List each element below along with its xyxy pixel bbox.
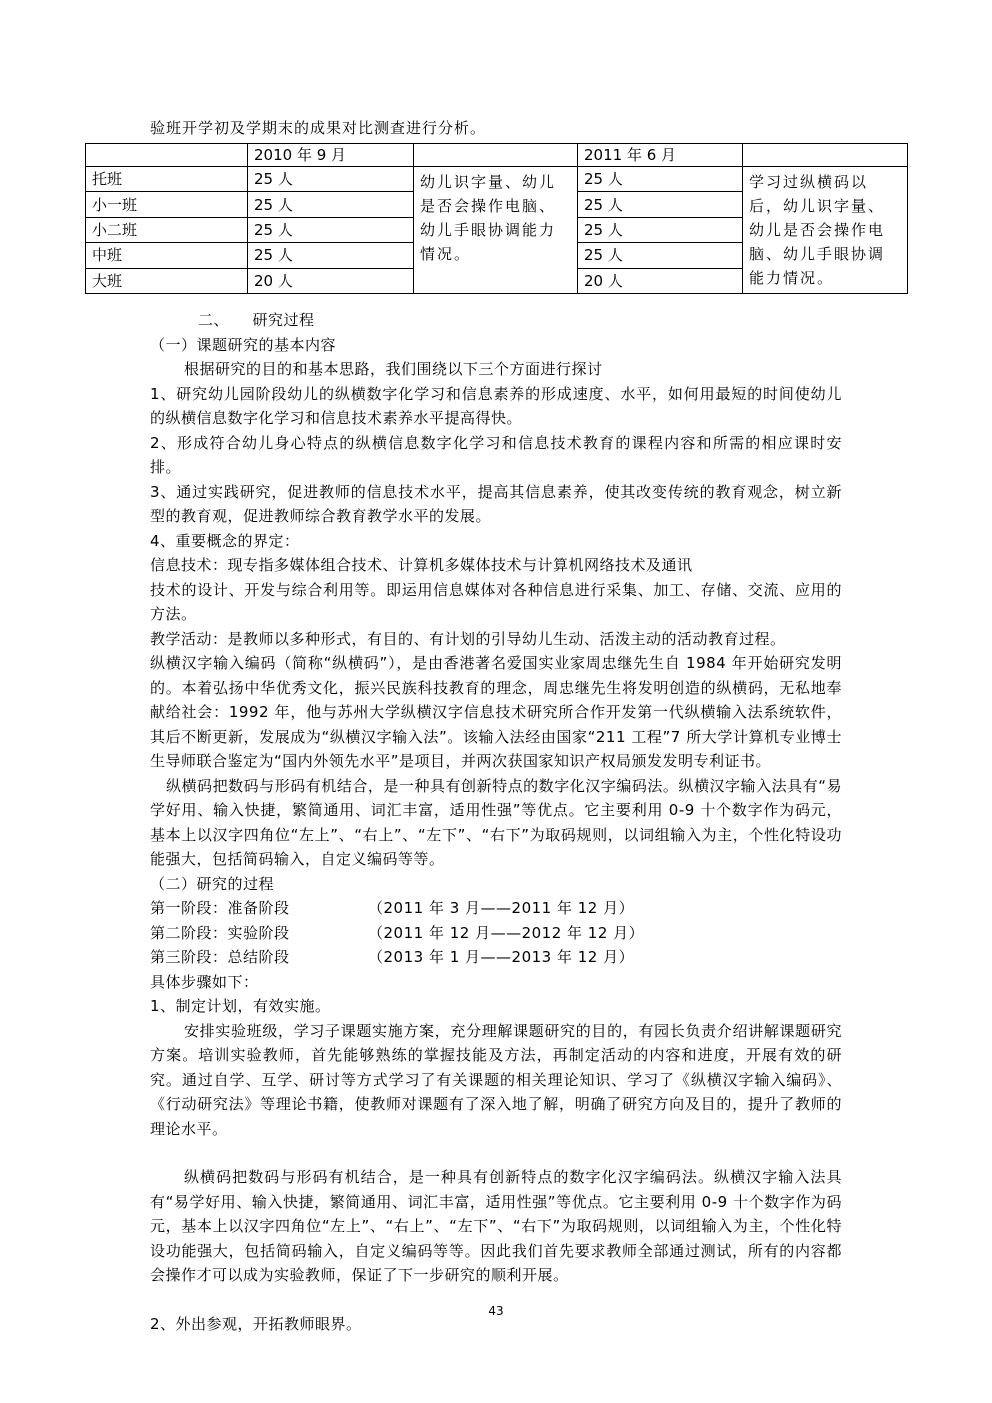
paragraph: 根据研究的目的和基本思路，我们围绕以下三个方面进行探讨 (184, 360, 603, 378)
stage-row (150, 945, 842, 970)
count-cell: 25 人 (248, 167, 414, 192)
count-cell: 25 人 (578, 243, 743, 268)
stage-name: 第三阶段：总结阶段 (150, 948, 290, 966)
description-cell: 幼儿识字量、幼儿是否会操作电脑、幼儿手眼协调能力情况。 (414, 167, 578, 294)
stage-name: 第一阶段：准备阶段 (150, 899, 290, 917)
stage-date: （2013 年 1 月——2013 年 12 月） (368, 948, 635, 966)
table-header-cell: 2010 年 9 月 (248, 144, 414, 167)
table-header-row (86, 144, 908, 167)
paragraph: 信息技术：现专指多媒体组合技术、计算机多媒体技术与计算机网络技术及通讯 (150, 556, 693, 574)
subsection-heading: （二）研究的过程 (150, 874, 275, 893)
stage-name: 第二阶段：实验阶段 (150, 923, 290, 942)
page-number: 43 (488, 1304, 504, 1318)
stage-row (150, 921, 842, 946)
step-heading: 2、外出参观，开拓教师眼界。 (150, 1314, 362, 1333)
step-heading: 1、制定计划，有效实施。 (150, 997, 331, 1015)
count-cell: 20 人 (248, 268, 414, 293)
count-cell: 25 人 (578, 192, 743, 217)
table-header-cell (86, 144, 248, 167)
body-text (150, 308, 842, 1336)
paragraph: 技术的设计、开发与综合利用等。即运用信息媒体对各种信息进行采集、加工、存储、交流、应用的方法。 (150, 580, 842, 623)
class-cell: 托班 (86, 167, 248, 192)
count-cell: 25 人 (248, 192, 414, 217)
count-cell: 20 人 (578, 268, 743, 293)
table-header-cell (414, 144, 578, 167)
paragraph: 纵横汉字输入编码（简称“纵横码”），是由香港著名爱国实业家周忠继先生自 1984 年开始研究发明的。本着弘扬中华优秀文化，振兴民族科技教育的理念，周忠继先生将发明创造的纵横码，无私地奉献给社会：1992 年，他与苏州大学纵横汉字信息技术研究所合作开发第一代纵横输入法系统软件，其后不断更新，发展成为“纵横汉字输入法”。该输入法经由国家“211 工程”7 所大学计算机专业博士生导师联合鉴定为“国内外领先水平”是项目，并两次获国家知识产权局颁发发明专利证书。 (150, 654, 842, 770)
count-cell: 25 人 (578, 167, 743, 192)
section-heading: 二、 研究过程 (198, 311, 315, 329)
table-header-cell: 2011 年 6 月 (578, 144, 743, 167)
table-header-cell (743, 144, 908, 167)
paragraph: 2、形成符合幼儿身心特点的纵横信息数字化学习和信息技术教育的课程内容和所需的相应课时安排。 (150, 433, 842, 476)
spacer (150, 1141, 842, 1165)
class-cell: 小二班 (86, 217, 248, 242)
stage-date: （2011 年 3 月——2011 年 12 月） (368, 899, 635, 917)
intro-line: 验班开学初及学期末的成果对比测查进行分析。 (150, 119, 487, 137)
stage-row (150, 896, 842, 921)
class-cell: 小一班 (86, 192, 248, 217)
table-row (86, 167, 908, 192)
paragraph: 具体步骤如下： (150, 972, 259, 991)
count-cell: 25 人 (248, 217, 414, 242)
paragraph: 纵横码把数码与形码有机结合，是一种具有创新特点的数字化汉字编码法。纵横汉字输入法具有“易学好用、输入快捷，繁简通用、词汇丰富，适用性强”等优点。它主要利用 0-9 十个数字作为码元，基本上以汉字四角位“左上”、“右上”、“左下”、“右下”为取码规则，以词组输入为主，个性化特设功能强大，包括简码输入，自定义编码等等。 (150, 776, 842, 868)
class-cell: 大班 (86, 268, 248, 293)
paragraph: 3、通过实践研究，促进教师的信息技术水平，提高其信息素养，使其改变传统的教育观念，树立新型的教育观，促进教师综合教育教学水平的发展。 (150, 482, 842, 525)
count-cell: 25 人 (578, 217, 743, 242)
subsection-heading: （一）课题研究的基本内容 (150, 335, 337, 354)
paragraph: 4、重要概念的界定： (150, 531, 300, 550)
count-cell: 25 人 (248, 243, 414, 268)
class-cell: 中班 (86, 243, 248, 268)
paragraph: 纵横码把数码与形码有机结合，是一种具有创新特点的数字化汉字编码法。纵横汉字输入法具有“易学好用、输入快捷，繁简通用、词汇丰富，适用性强”等优点。它主要利用 0-9 十个数字作为码元，基本上以汉字四角位“左上”、“右上”、“左下”、“右下”为取码规则，以词组输入为主，个性化特设功能强大，包括简码输入，自定义编码等等。因此我们首先要求教师全部通过测试，所有的内容都会操作才可以成为实验教师，保证了下一步研究的顺利开展。 (150, 1168, 842, 1284)
comparison-table (85, 143, 908, 294)
description-cell: 学习过纵横码以后，幼儿识字量、幼儿是否会操作电脑、幼儿手眼协调能力情况。 (743, 167, 908, 294)
paragraph: 1、研究幼儿园阶段幼儿的纵横数字化学习和信息素养的形成速度、水平，如何用最短的时间使幼儿的纵横信息数字化学习和信息技术素养水平提高得快。 (150, 384, 842, 427)
stage-date: （2011 年 12 月——2012 年 12 月） (368, 923, 645, 942)
paragraph: 安排实验班级，学习子课题实施方案，充分理解课题研究的目的，有园长负责介绍讲解课题研究方案。培训实验教师，首先能够熟练的掌握技能及方法，再制定活动的内容和进度，开展有效的研究。通过自学、互学、研讨等方式学习了有关课题的相关理论知识、学习了《纵横汉字输入编码》、《行动研究法》等理论书籍，使教师对课题有了深入地了解，明确了研究方向及目的，提升了教师的理论水平。 (150, 1021, 842, 1138)
paragraph: 教学活动：是教师以多种形式，有目的、有计划的引导幼儿生动、活泼主动的活动教育过程。 (150, 629, 786, 648)
